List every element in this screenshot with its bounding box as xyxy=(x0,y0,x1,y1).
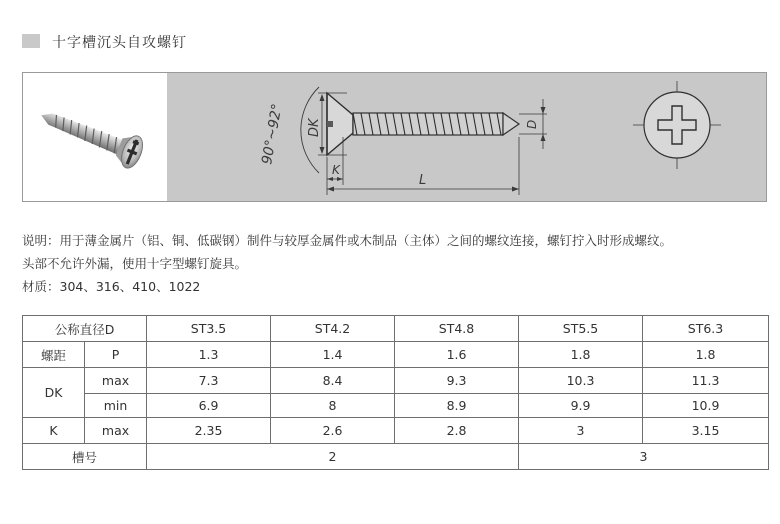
description-line-1: 说明：用于薄金属片（铝、铜、低碳钢）制件与较厚金属件或木制品（主体）之间的螺纹连接，螺钉拧入时形成螺纹。 xyxy=(22,233,673,248)
product-figure xyxy=(22,72,767,202)
dk-min-cell: 6.9 xyxy=(147,394,271,418)
technical-drawing xyxy=(167,73,766,201)
dk-min-cell: 8 xyxy=(271,394,395,418)
pitch-cell: 1.8 xyxy=(643,342,769,368)
pitch-cell: 1.3 xyxy=(147,342,271,368)
dk-max-cell: 7.3 xyxy=(147,368,271,394)
material-line: 材质：304、316、410、1022 xyxy=(22,279,201,294)
pitch-cell: 1.4 xyxy=(271,342,395,368)
pitch-cell: 1.8 xyxy=(519,342,643,368)
slot-label: 槽号 xyxy=(23,444,147,470)
screw-tip-drawing xyxy=(503,113,519,135)
screw-photo-illustration xyxy=(23,73,167,201)
table-row-k xyxy=(23,418,769,444)
size-cell: ST5.5 xyxy=(519,316,643,342)
k-cell: 2.6 xyxy=(271,418,395,444)
k-row-label: K xyxy=(23,418,85,444)
pitch-label: 螺距 xyxy=(23,342,85,368)
dk-max-cell: 8.4 xyxy=(271,368,395,394)
pitch-cell: 1.6 xyxy=(395,342,519,368)
angle-label: 90°~92° xyxy=(259,102,286,166)
k-max-label: max xyxy=(85,418,147,444)
page-title: 十字槽沉头自攻螺钉 xyxy=(52,35,187,51)
pitch-symbol: P xyxy=(85,342,147,368)
size-cell: ST4.8 xyxy=(395,316,519,342)
slot-cell: 2 xyxy=(147,444,519,470)
dk-max-label: max xyxy=(85,368,147,394)
k-cell: 2.35 xyxy=(147,418,271,444)
k-label: K xyxy=(332,163,340,177)
table-row-nominal xyxy=(23,316,769,342)
table-row-dk-min xyxy=(23,394,769,418)
dk-label: DK xyxy=(307,118,322,137)
k-cell: 2.8 xyxy=(395,418,519,444)
dk-min-cell: 9.9 xyxy=(519,394,643,418)
table-row-dk-max xyxy=(23,368,769,394)
description-line-2: 头部不允许外漏，使用十字型螺钉旋具。 xyxy=(22,256,248,271)
dk-min-cell: 10.9 xyxy=(643,394,769,418)
dk-max-cell: 9.3 xyxy=(395,368,519,394)
k-cell: 3.15 xyxy=(643,418,769,444)
l-label: L xyxy=(419,173,427,188)
d-label: D xyxy=(525,119,539,129)
dk-max-cell: 10.3 xyxy=(519,368,643,394)
screw-photo xyxy=(23,73,167,201)
size-cell: ST6.3 xyxy=(643,316,769,342)
dk-min-label: min xyxy=(85,394,147,418)
dk-min-cell: 8.9 xyxy=(395,394,519,418)
dk-row-label: DK xyxy=(23,368,85,418)
nominal-diameter-label: 公称直径D xyxy=(23,316,147,342)
size-cell: ST3.5 xyxy=(147,316,271,342)
dk-max-cell: 11.3 xyxy=(643,368,769,394)
k-cell: 3 xyxy=(519,418,643,444)
table-row-pitch xyxy=(23,342,769,368)
table-row-slot xyxy=(23,444,769,470)
technical-drawing-svg xyxy=(167,73,766,201)
spec-table xyxy=(22,315,769,470)
header-marker xyxy=(22,34,40,48)
slot-cell: 3 xyxy=(519,444,769,470)
size-cell: ST4.2 xyxy=(271,316,395,342)
